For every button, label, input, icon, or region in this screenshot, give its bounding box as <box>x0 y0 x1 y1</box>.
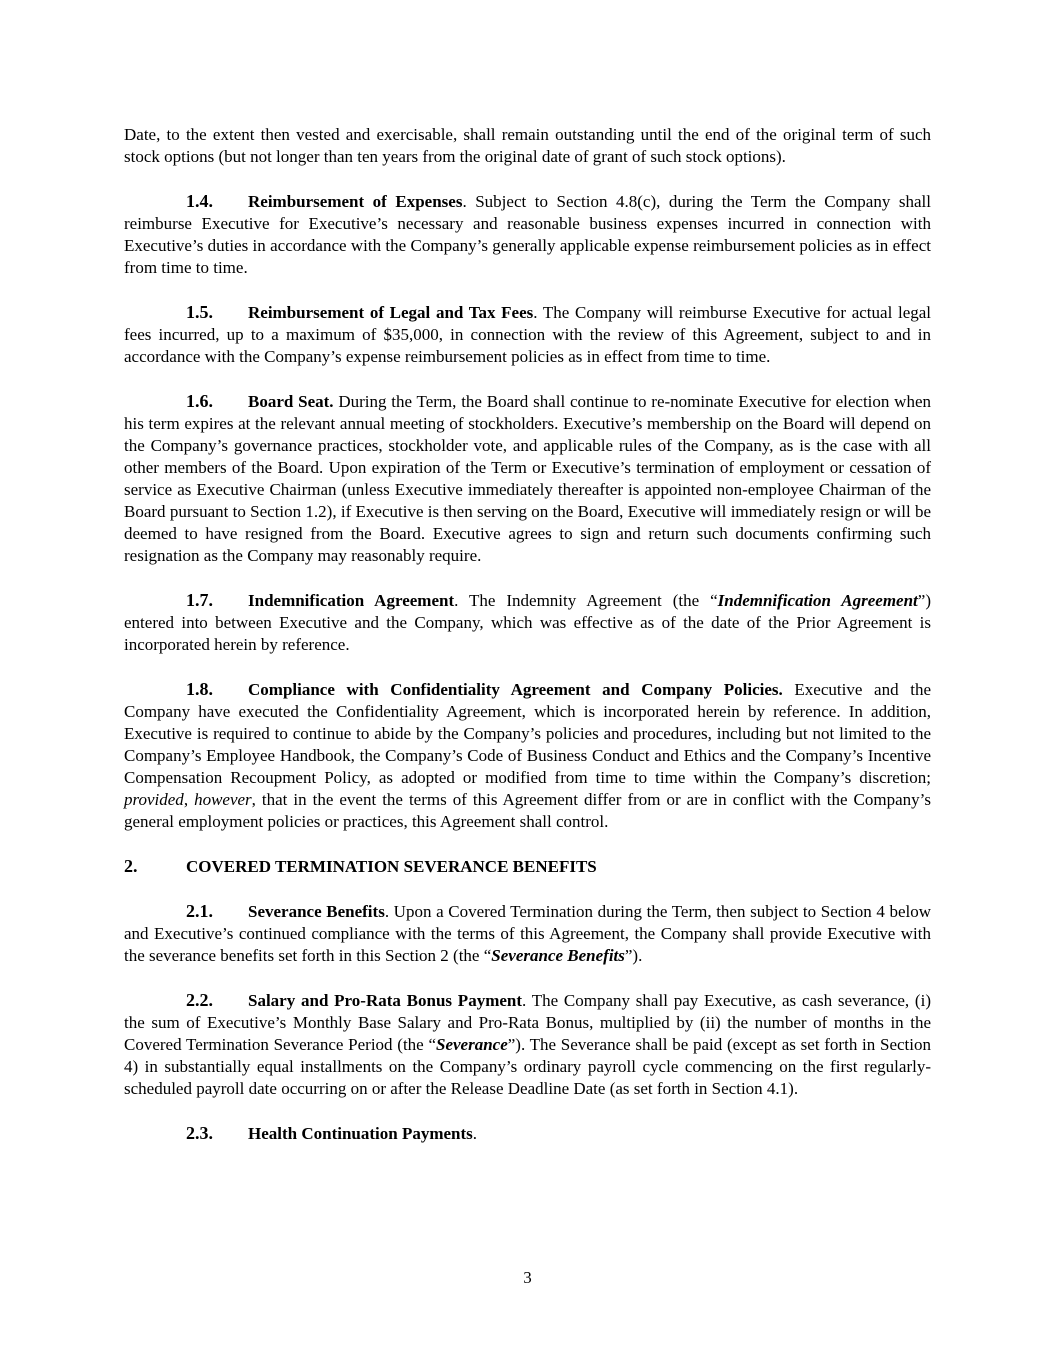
section-text: During the Term, the Board shall continue to re-nominate Executive for election when his term expires at the relevant annual meeting of stockholders. Executive’s membership on the Board will depend on the Company’s governance practices, stockholder vote, and applicable rules of the Company, as is the case with all other members of the Board. Upon expiration of the Term or Executive’s termination of employment or cessation of service as Executive Chairman (unless Executive immediately thereafter is appointed non-employee Chairman of the Board pursuant to Section 1.2), if Executive is then serving on the Board, Executive will immediately resign or will be deemed to have resigned from the Board. Executive agrees to sign and return such documents confirming such resignation as the Company may reasonably require. <box>124 392 932 565</box>
italic-term: however <box>194 790 252 809</box>
section-title: Salary and Pro-Rata Bonus Payment <box>248 991 523 1010</box>
continuation-text: Date, to the extent then vested and exercisable, shall remain outstanding until the end of the original term of such stock options (but not longer than ten years from the original date of grant of such stock options). <box>124 125 931 166</box>
section-text: , <box>183 790 195 809</box>
section-title: Health Continuation Payments <box>248 1124 473 1143</box>
section-2-3 <box>124 1122 931 1145</box>
section-number: 1.7. <box>186 590 213 610</box>
section-1-4 <box>124 190 931 279</box>
section-text: . Subject to Section 4.8(c), during the Term the Company shall reimburse Executive for Executive’s necessary and reasonable business expenses incurred in connection with Executive’s duties in accordance with the Company’s generally applicable expense reimbursement policies as in effect from time to time. <box>124 192 931 277</box>
section-text: ”). <box>624 946 643 965</box>
defined-term: Indemnification Agreement <box>717 591 918 610</box>
section-number: 2.3. <box>186 1123 213 1143</box>
section-title: Reimbursement of Expenses <box>248 192 463 211</box>
continuation-paragraph <box>124 124 931 168</box>
section-title: Reimbursement of Legal and Tax Fees <box>248 303 534 322</box>
section-number: 1.6. <box>186 391 213 411</box>
section-title: Board Seat. <box>248 392 334 411</box>
section-text: ”). The Severance shall be paid (except as set forth in Section 4) in substantially equal installments on the Company’s ordinary payroll cycle commencing on the first regularly-scheduled payroll date occurring on or after the Release Deadline Date (as set forth in Section 4.1). <box>124 1035 932 1098</box>
section-number: 1.8. <box>186 679 213 699</box>
section-1-6 <box>124 390 931 567</box>
defined-term: Severance Benefits <box>491 946 625 965</box>
section-number: 1.5. <box>186 302 213 322</box>
section-1-5 <box>124 301 931 368</box>
section-title: Compliance with Confidentiality Agreement and Company Policies. <box>248 680 783 699</box>
section-title: Severance Benefits <box>248 902 385 921</box>
section-title: COVERED TERMINATION SEVERANCE BENEFITS <box>186 857 597 876</box>
section-text: . Upon a Covered Termination during the Term, then subject to Section 4 below and Executive’s continued compliance with the terms of this Agreement, the Company shall provide Executive with the severance benefits set forth in this Section 2 (the “ <box>124 902 931 965</box>
section-number: 2.2. <box>186 990 213 1010</box>
section-text: . The Company will reimburse Executive for actual legal fees incurred, up to a maximum of $35,000, in connection with the review of this Agreement, subject to and in accordance with the Company’s expense reimbursement policies as in effect from time to time. <box>124 303 932 366</box>
section-text: . The Indemnity Agreement (the “ <box>454 591 718 610</box>
section-title: Indemnification Agreement <box>248 591 455 610</box>
page-number: 3 <box>523 1268 532 1287</box>
section-number: 2. <box>124 856 138 876</box>
section-2-2 <box>124 989 931 1100</box>
section-1-8 <box>124 678 931 833</box>
section-text: ”) entered into between Executive and the Company, which was effective as of the date of the Prior Agreement is incorporated herein by reference. <box>124 591 931 654</box>
section-number: 2.1. <box>186 901 213 921</box>
defined-term: Severance <box>436 1035 508 1054</box>
section-number: 1.4. <box>186 191 213 211</box>
section-text: . <box>472 1124 478 1143</box>
section-2-heading <box>124 855 931 878</box>
section-text: . The Company shall pay Executive, as cash severance, (i) the sum of Executive’s Monthly Base Salary and Pro-Rata Bonus, multiplied by (ii) the number of months in the Covered Termination Severance Period (the “ <box>124 991 931 1054</box>
document-page <box>124 124 931 1145</box>
section-text: , that in the event the terms of this Agreement differ from or are in conflict with the Company’s general employment policies or practices, this Agreement shall control. <box>124 790 931 831</box>
italic-term: provided <box>124 790 184 809</box>
section-2-1 <box>124 900 931 967</box>
section-text: Executive and the Company have executed the Confidentiality Agreement, which is incorporated herein by reference. In addition, Executive is required to continue to abide by the Company’s policies and procedures, including but not limited to the Company’s Employee Handbook, the Company’s Code of Business Conduct and Ethics and the Company’s Incentive Compensation Recoupment Policy, as adopted or modified from time to time within the Company’s discretion; <box>124 680 931 787</box>
section-1-7 <box>124 589 931 656</box>
